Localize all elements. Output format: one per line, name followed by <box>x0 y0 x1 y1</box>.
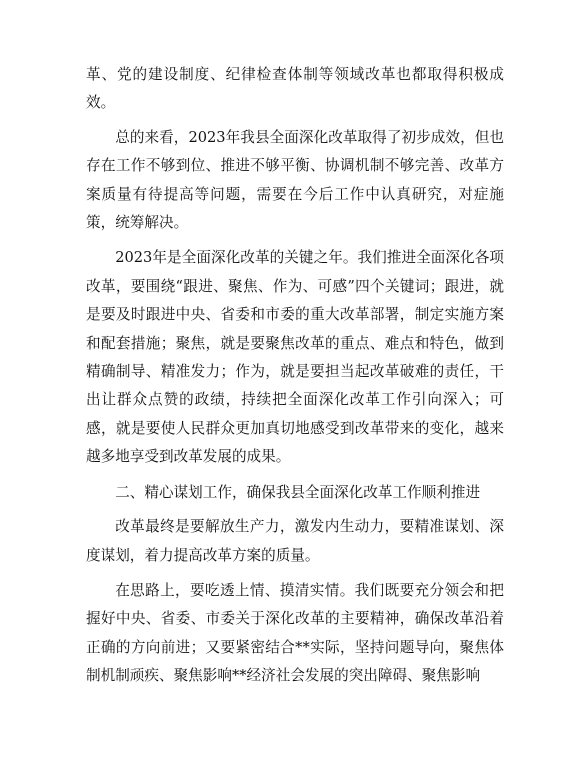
paragraph-key-year: 2023年是全面深化改革的关键之年。我们推进全面深化各项改革，要围绕“跟进、聚焦、作为、可感”四个关键词；跟进，就是要及时跟进中央、省委和市委的重大改革部署，制定实施方案和配套措施；聚焦，就是要聚焦改革的重点、难点和特色，做到精确制导、精准发力；作为，就是要担当起改革破难的责任，干出让群众点赞的政绩，持续把全面深化改革工作引向深入；可感，就是要使人民群众更加真切地感受到改革带来的变化，越来越多地享受到改革发展的成果。 <box>86 249 504 466</box>
section-heading: 二、精心谋划工作，确保我县全面深化改革工作顺利推进 <box>115 483 481 501</box>
paragraph-summary: 总的来看，2023年我县全面深化改革取得了初步成效，但也存在工作不够到位、推进不够平衡、协调机制不够完善、改革方案质量有待提高等问题，需要在今后工作中认真研究，对症施策，统筹解决。 <box>86 128 504 232</box>
paragraph-approach: 在思路上，要吃透上情、摸清实情。我们既要充分领会和把握好中央、省委、市委关于深化改革的主要精神，确保改革沿着正确的方向前进；又要紧密结合**实际，坚持问题导向，聚焦体制机制顽疾、聚焦影响**经济社会发展的突出障碍、聚焦影响 <box>86 581 504 685</box>
paragraph-reform-goal: 改革最终是要解放生产力，激发内生动力，要精准谋划、深度谋划，着力提高改革方案的质量。 <box>86 518 504 564</box>
paragraph-continued: 革、党的建设制度、纪律检查体制等领域改革也都取得积极成效。 <box>86 66 504 112</box>
document-body <box>86 61 504 691</box>
